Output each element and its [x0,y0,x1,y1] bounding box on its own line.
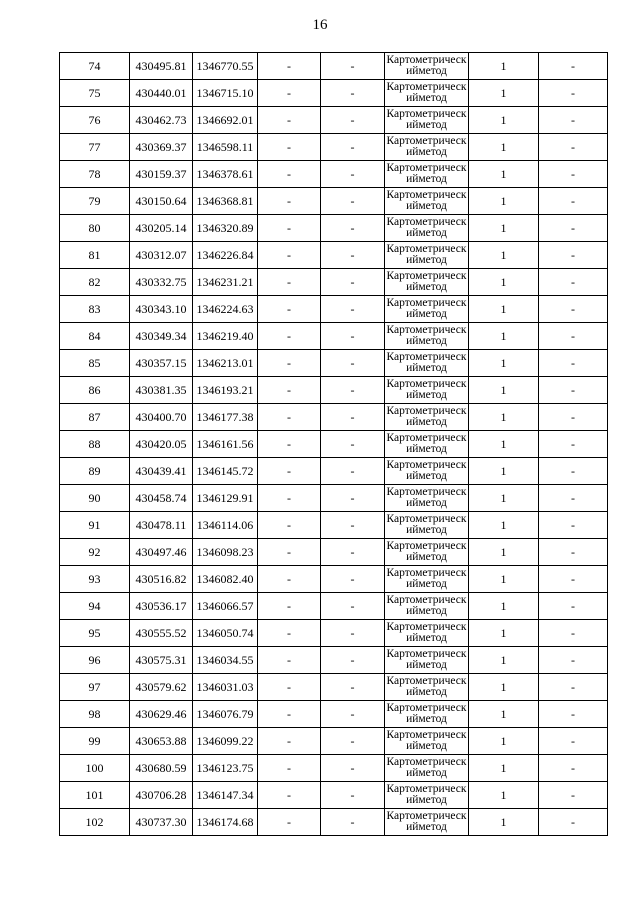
column-7-cell: 1 [469,647,539,674]
column-8-cell: - [539,242,608,269]
column-7-cell: 1 [469,296,539,323]
column-8-cell: - [539,674,608,701]
column-5-cell: - [321,80,385,107]
page-number: 16 [312,17,328,33]
column-8-cell: - [539,539,608,566]
column-7-cell: 1 [469,161,539,188]
column-4-cell: - [258,242,321,269]
column-4-cell: - [258,53,321,80]
column-7-cell: 1 [469,674,539,701]
column-8-cell: - [539,458,608,485]
method-cell: Картометрическийметод [385,242,469,269]
x-coordinate-cell: 430478.11 [130,512,193,539]
point-number-cell: 79 [60,188,130,215]
column-8-cell: - [539,161,608,188]
method-cell: Картометрическийметод [385,188,469,215]
table-row [60,215,608,242]
y-coordinate-cell: 1346320.89 [193,215,258,242]
table-row [60,377,608,404]
column-4-cell: - [258,134,321,161]
point-number-cell: 85 [60,350,130,377]
x-coordinate-cell: 430150.64 [130,188,193,215]
table-row [60,674,608,701]
y-coordinate-cell: 1346129.91 [193,485,258,512]
column-5-cell: - [321,539,385,566]
point-number-cell: 74 [60,53,130,80]
point-number-cell: 95 [60,620,130,647]
x-coordinate-cell: 430381.35 [130,377,193,404]
method-cell: Картометрическийметод [385,296,469,323]
column-7-cell: 1 [469,134,539,161]
point-number-cell: 101 [60,782,130,809]
method-cell: Картометрическийметод [385,566,469,593]
point-number-cell: 91 [60,512,130,539]
point-number-cell: 75 [60,80,130,107]
column-8-cell: - [539,188,608,215]
table-row [60,80,608,107]
y-coordinate-cell: 1346145.72 [193,458,258,485]
column-4-cell: - [258,701,321,728]
column-4-cell: - [258,512,321,539]
column-4-cell: - [258,431,321,458]
column-7-cell: 1 [469,188,539,215]
column-8-cell: - [539,350,608,377]
y-coordinate-cell: 1346224.63 [193,296,258,323]
x-coordinate-cell: 430205.14 [130,215,193,242]
y-coordinate-cell: 1346099.22 [193,728,258,755]
column-8-cell: - [539,296,608,323]
method-cell: Картометрическийметод [385,350,469,377]
column-5-cell: - [321,431,385,458]
column-7-cell: 1 [469,107,539,134]
table-row [60,269,608,296]
column-8-cell: - [539,566,608,593]
column-7-cell: 1 [469,728,539,755]
coordinates-table [59,52,608,836]
x-coordinate-cell: 430680.59 [130,755,193,782]
column-7-cell: 1 [469,512,539,539]
column-5-cell: - [321,404,385,431]
column-5-cell: - [321,701,385,728]
column-5-cell: - [321,161,385,188]
y-coordinate-cell: 1346066.57 [193,593,258,620]
point-number-cell: 97 [60,674,130,701]
method-cell: Картометрическийметод [385,134,469,161]
column-8-cell: - [539,620,608,647]
table-row [60,755,608,782]
y-coordinate-cell: 1346770.55 [193,53,258,80]
table-row [60,404,608,431]
x-coordinate-cell: 430439.41 [130,458,193,485]
x-coordinate-cell: 430369.37 [130,134,193,161]
y-coordinate-cell: 1346123.75 [193,755,258,782]
table-row [60,188,608,215]
point-number-cell: 86 [60,377,130,404]
x-coordinate-cell: 430737.30 [130,809,193,836]
x-coordinate-cell: 430706.28 [130,782,193,809]
x-coordinate-cell: 430357.15 [130,350,193,377]
table-row [60,134,608,161]
y-coordinate-cell: 1346231.21 [193,269,258,296]
y-coordinate-cell: 1346174.68 [193,809,258,836]
column-5-cell: - [321,485,385,512]
column-4-cell: - [258,647,321,674]
column-4-cell: - [258,539,321,566]
column-4-cell: - [258,296,321,323]
y-coordinate-cell: 1346114.06 [193,512,258,539]
table-row [60,512,608,539]
column-5-cell: - [321,269,385,296]
method-cell: Картометрическийметод [385,431,469,458]
column-4-cell: - [258,323,321,350]
method-cell: Картометрическийметод [385,647,469,674]
y-coordinate-cell: 1346082.40 [193,566,258,593]
x-coordinate-cell: 430575.31 [130,647,193,674]
column-7-cell: 1 [469,431,539,458]
column-4-cell: - [258,188,321,215]
x-coordinate-cell: 430400.70 [130,404,193,431]
method-cell: Картометрическийметод [385,674,469,701]
table-row [60,539,608,566]
column-4-cell: - [258,755,321,782]
table-row [60,350,608,377]
column-5-cell: - [321,107,385,134]
column-4-cell: - [258,782,321,809]
y-coordinate-cell: 1346034.55 [193,647,258,674]
column-4-cell: - [258,458,321,485]
column-8-cell: - [539,647,608,674]
column-7-cell: 1 [469,53,539,80]
method-cell: Картометрическийметод [385,701,469,728]
point-number-cell: 98 [60,701,130,728]
column-8-cell: - [539,485,608,512]
column-5-cell: - [321,53,385,80]
x-coordinate-cell: 430536.17 [130,593,193,620]
method-cell: Картометрическийметод [385,458,469,485]
column-5-cell: - [321,620,385,647]
column-5-cell: - [321,674,385,701]
point-number-cell: 88 [60,431,130,458]
method-cell: Картометрическийметод [385,593,469,620]
point-number-cell: 100 [60,755,130,782]
point-number-cell: 102 [60,809,130,836]
point-number-cell: 78 [60,161,130,188]
y-coordinate-cell: 1346147.34 [193,782,258,809]
x-coordinate-cell: 430332.75 [130,269,193,296]
column-5-cell: - [321,782,385,809]
column-4-cell: - [258,377,321,404]
column-8-cell: - [539,512,608,539]
column-4-cell: - [258,269,321,296]
column-5-cell: - [321,188,385,215]
method-cell: Картометрическийметод [385,107,469,134]
table-row [60,647,608,674]
table-row [60,296,608,323]
column-4-cell: - [258,404,321,431]
y-coordinate-cell: 1346076.79 [193,701,258,728]
table-row [60,620,608,647]
table-row [60,458,608,485]
x-coordinate-cell: 430555.52 [130,620,193,647]
method-cell: Картометрическийметод [385,377,469,404]
table-row [60,485,608,512]
point-number-cell: 83 [60,296,130,323]
method-cell: Картометрическийметод [385,539,469,566]
column-5-cell: - [321,134,385,161]
column-8-cell: - [539,431,608,458]
table-row [60,701,608,728]
column-7-cell: 1 [469,485,539,512]
method-cell: Картометрическийметод [385,215,469,242]
x-coordinate-cell: 430462.73 [130,107,193,134]
y-coordinate-cell: 1346050.74 [193,620,258,647]
method-cell: Картометрическийметод [385,53,469,80]
x-coordinate-cell: 430420.05 [130,431,193,458]
x-coordinate-cell: 430579.62 [130,674,193,701]
method-cell: Картометрическийметод [385,485,469,512]
x-coordinate-cell: 430159.37 [130,161,193,188]
point-number-cell: 84 [60,323,130,350]
column-4-cell: - [258,728,321,755]
y-coordinate-cell: 1346368.81 [193,188,258,215]
column-8-cell: - [539,80,608,107]
column-7-cell: 1 [469,269,539,296]
column-4-cell: - [258,620,321,647]
table-row [60,566,608,593]
column-7-cell: 1 [469,620,539,647]
column-8-cell: - [539,809,608,836]
x-coordinate-cell: 430495.81 [130,53,193,80]
column-8-cell: - [539,404,608,431]
column-5-cell: - [321,566,385,593]
y-coordinate-cell: 1346692.01 [193,107,258,134]
y-coordinate-cell: 1346213.01 [193,350,258,377]
column-8-cell: - [539,755,608,782]
column-8-cell: - [539,701,608,728]
method-cell: Картометрическийметод [385,161,469,188]
point-number-cell: 89 [60,458,130,485]
point-number-cell: 82 [60,269,130,296]
table-row [60,593,608,620]
column-8-cell: - [539,323,608,350]
y-coordinate-cell: 1346161.56 [193,431,258,458]
column-8-cell: - [539,107,608,134]
x-coordinate-cell: 430343.10 [130,296,193,323]
column-4-cell: - [258,215,321,242]
column-7-cell: 1 [469,701,539,728]
y-coordinate-cell: 1346598.11 [193,134,258,161]
column-5-cell: - [321,323,385,350]
x-coordinate-cell: 430458.74 [130,485,193,512]
table-row [60,431,608,458]
column-8-cell: - [539,215,608,242]
point-number-cell: 96 [60,647,130,674]
column-5-cell: - [321,458,385,485]
column-5-cell: - [321,728,385,755]
column-8-cell: - [539,134,608,161]
table-row [60,728,608,755]
column-4-cell: - [258,593,321,620]
column-8-cell: - [539,377,608,404]
y-coordinate-cell: 1346031.03 [193,674,258,701]
y-coordinate-cell: 1346098.23 [193,539,258,566]
column-7-cell: 1 [469,755,539,782]
point-number-cell: 93 [60,566,130,593]
method-cell: Картометрическийметод [385,809,469,836]
x-coordinate-cell: 430516.82 [130,566,193,593]
x-coordinate-cell: 430629.46 [130,701,193,728]
point-number-cell: 80 [60,215,130,242]
method-cell: Картометрическийметод [385,269,469,296]
column-8-cell: - [539,269,608,296]
method-cell: Картометрическийметод [385,80,469,107]
table-row [60,323,608,350]
column-7-cell: 1 [469,350,539,377]
method-cell: Картометрическийметод [385,512,469,539]
column-7-cell: 1 [469,377,539,404]
point-number-cell: 94 [60,593,130,620]
point-number-cell: 99 [60,728,130,755]
table-row [60,161,608,188]
column-7-cell: 1 [469,80,539,107]
column-7-cell: 1 [469,404,539,431]
column-7-cell: 1 [469,242,539,269]
column-4-cell: - [258,80,321,107]
column-8-cell: - [539,53,608,80]
x-coordinate-cell: 430653.88 [130,728,193,755]
column-5-cell: - [321,377,385,404]
method-cell: Картометрическийметод [385,404,469,431]
column-8-cell: - [539,728,608,755]
column-5-cell: - [321,647,385,674]
point-number-cell: 90 [60,485,130,512]
column-7-cell: 1 [469,215,539,242]
column-4-cell: - [258,350,321,377]
column-5-cell: - [321,755,385,782]
column-4-cell: - [258,566,321,593]
x-coordinate-cell: 430497.46 [130,539,193,566]
column-7-cell: 1 [469,782,539,809]
column-4-cell: - [258,107,321,134]
method-cell: Картометрическийметод [385,620,469,647]
x-coordinate-cell: 430312.07 [130,242,193,269]
column-8-cell: - [539,782,608,809]
y-coordinate-cell: 1346715.10 [193,80,258,107]
table-row [60,53,608,80]
method-cell: Картометрическийметод [385,755,469,782]
y-coordinate-cell: 1346193.21 [193,377,258,404]
point-number-cell: 87 [60,404,130,431]
x-coordinate-cell: 430349.34 [130,323,193,350]
table-row [60,809,608,836]
column-7-cell: 1 [469,809,539,836]
point-number-cell: 76 [60,107,130,134]
column-7-cell: 1 [469,566,539,593]
point-number-cell: 77 [60,134,130,161]
column-7-cell: 1 [469,458,539,485]
column-5-cell: - [321,296,385,323]
column-5-cell: - [321,242,385,269]
y-coordinate-cell: 1346177.38 [193,404,258,431]
method-cell: Картометрическийметод [385,782,469,809]
column-7-cell: 1 [469,323,539,350]
point-number-cell: 81 [60,242,130,269]
column-4-cell: - [258,809,321,836]
point-number-cell: 92 [60,539,130,566]
column-8-cell: - [539,593,608,620]
y-coordinate-cell: 1346378.61 [193,161,258,188]
column-5-cell: - [321,215,385,242]
table-row [60,107,608,134]
column-4-cell: - [258,674,321,701]
column-5-cell: - [321,593,385,620]
column-7-cell: 1 [469,539,539,566]
method-cell: Картометрическийметод [385,323,469,350]
column-4-cell: - [258,161,321,188]
method-cell: Картометрическийметод [385,728,469,755]
y-coordinate-cell: 1346219.40 [193,323,258,350]
x-coordinate-cell: 430440.01 [130,80,193,107]
column-5-cell: - [321,809,385,836]
column-5-cell: - [321,512,385,539]
column-7-cell: 1 [469,593,539,620]
table-row [60,242,608,269]
table-row [60,782,608,809]
column-4-cell: - [258,485,321,512]
column-5-cell: - [321,350,385,377]
y-coordinate-cell: 1346226.84 [193,242,258,269]
